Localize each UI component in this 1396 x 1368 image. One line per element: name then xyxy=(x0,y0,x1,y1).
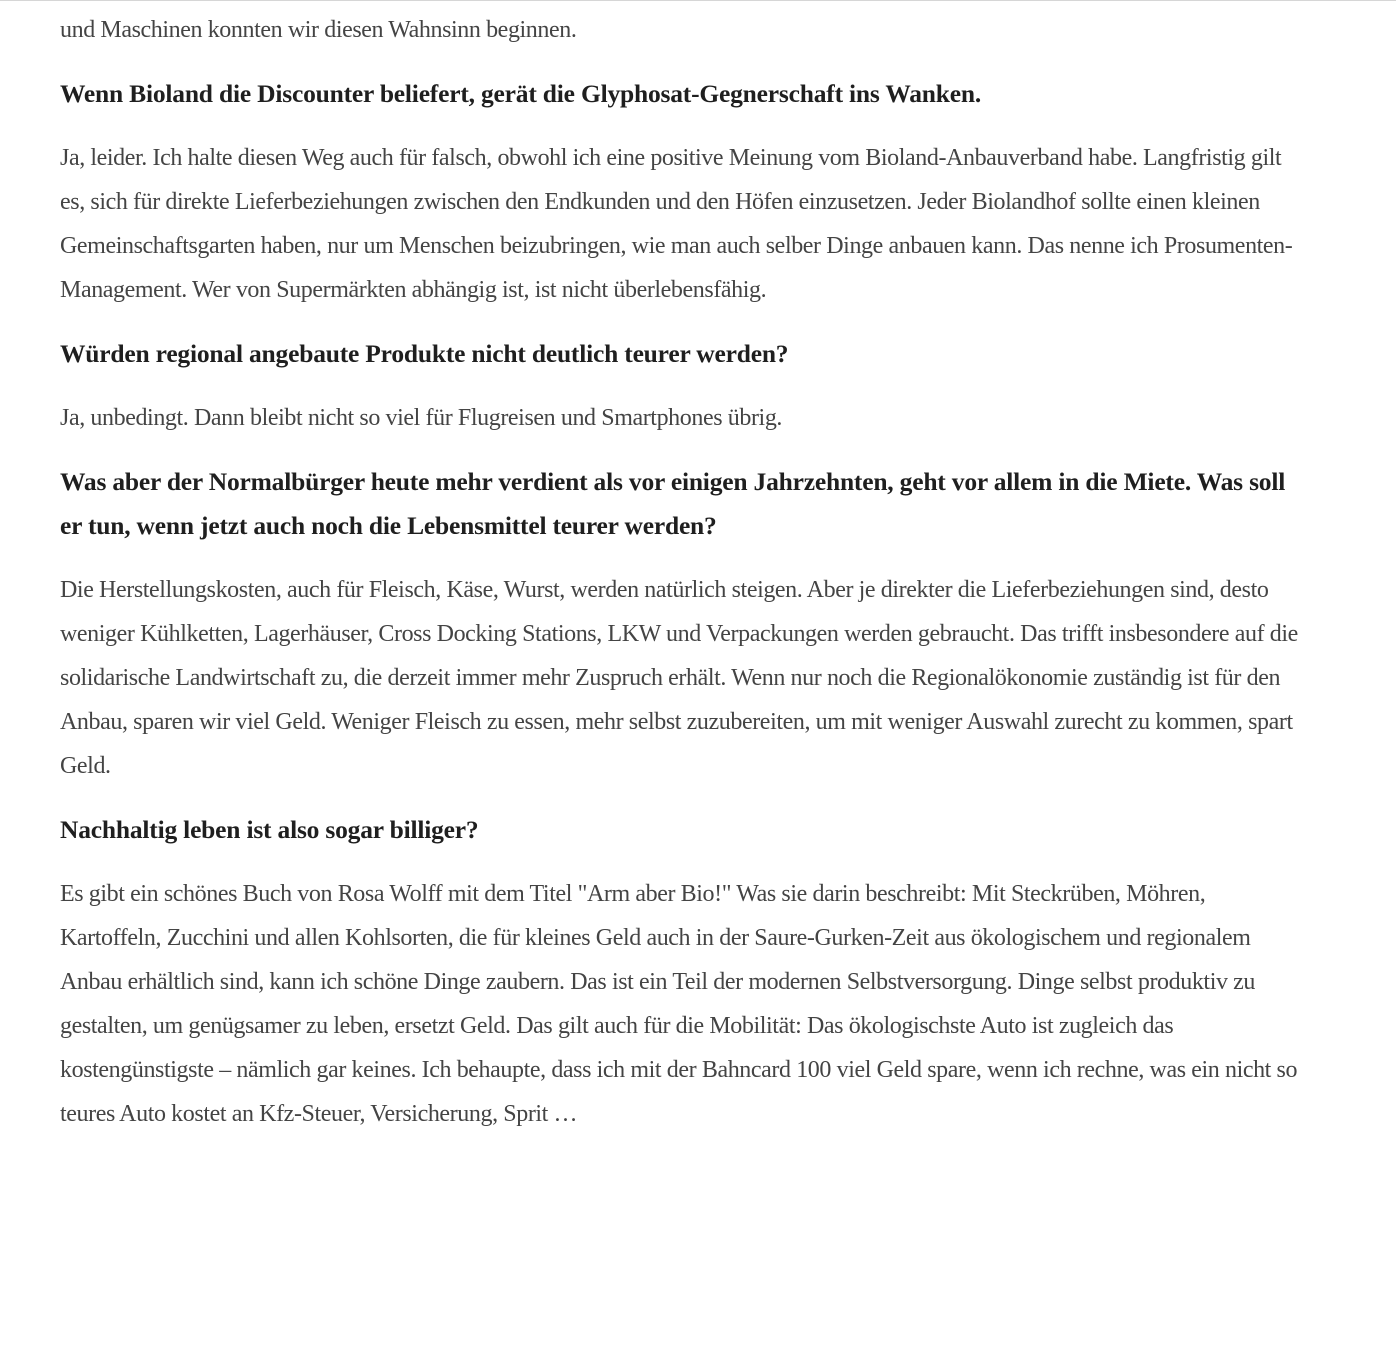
interview-question: Nachhaltig leben ist also sogar billiger? xyxy=(60,815,479,844)
answer-paragraph: Die Herstellungskosten, auch für Fleisch, Käse, Wurst, werden natürlich steigen. Aber je direkter die Lieferbeziehungen sind, desto weniger Kühlketten, Lagerhäuser, Cross Docking Stations, LKW und Verpackungen werden gebraucht. Das trifft insbesondere auf die solidarische Landwirtschaft zu, die derzeit immer mehr Zuspruch erhält. Wenn nur noch die Regionalökonomie zuständig ist für den Anbau, sparen wir viel Geld. Weniger Fleisch zu essen, mehr selbst zuzubereiten, um mit weniger Auswahl zurecht zu kommen, spart Geld. xyxy=(60,577,1298,779)
answer-paragraph: Es gibt ein schönes Buch von Rosa Wolff mit dem Titel "Arm aber Bio!" Was sie darin beschreibt: Mit Steckrüben, Möhren, Kartoffeln, Zucchini und allen Kohlsorten, die für kleines Geld auch in der Saure-Gurken-Zeit aus ökologischem und regionalem Anbau erhältlich sind, kann ich schöne Dinge zaubern. Das ist ein Teil der modernen Selbstversorgung. Dinge selbst produktiv zu gestalten, um genügsamer zu leben, ersetzt Geld. Das gilt auch für die Mobilität: Das ökologischste Auto ist zugleich das kostengünstigste – nämlich gar keines. Ich behaupte, dass ich mit der Bahncard 100 viel Geld spare, wenn ich rechne, was ein nicht so teures Auto kostet an Kfz-Steuer, Versicherung, Sprit … xyxy=(60,881,1298,1127)
interview-question: Würden regional angebaute Produkte nicht deutlich teurer werden? xyxy=(60,339,789,368)
article-body xyxy=(60,1,1310,1136)
answer-paragraph: Ja, leider. Ich halte diesen Weg auch für falsch, obwohl ich eine positive Meinung vom Bioland-Anbauverband habe. Langfristig gilt es, sich für direkte Lieferbeziehungen zwischen den Endkunden und den Höfen einzusetzen. Jeder Biolandhof sollte einen kleinen Gemeinschaftsgarten haben, nur um Menschen beizubringen, wie man auch selber Dinge anbauen kann. Das nenne ich Prosumenten-Management. Wer von Supermärkten abhängig ist, ist nicht überlebensfähig. xyxy=(60,145,1293,303)
interview-question: Was aber der Normalbürger heute mehr verdient als vor einigen Jahrzehnten, geht vor allem in die Miete. Was soll er tun, wenn jetzt auch noch die Lebensmittel teurer werden? xyxy=(60,467,1286,540)
answer-paragraph: Ja, unbedingt. Dann bleibt nicht so viel für Flugreisen und Smartphones übrig. xyxy=(60,405,783,431)
interview-question: Wenn Bioland die Discounter beliefert, gerät die Glyphosat-Gegnerschaft ins Wanken. xyxy=(60,79,982,108)
answer-paragraph: und Maschinen konnten wir diesen Wahnsinn beginnen. xyxy=(60,17,577,43)
